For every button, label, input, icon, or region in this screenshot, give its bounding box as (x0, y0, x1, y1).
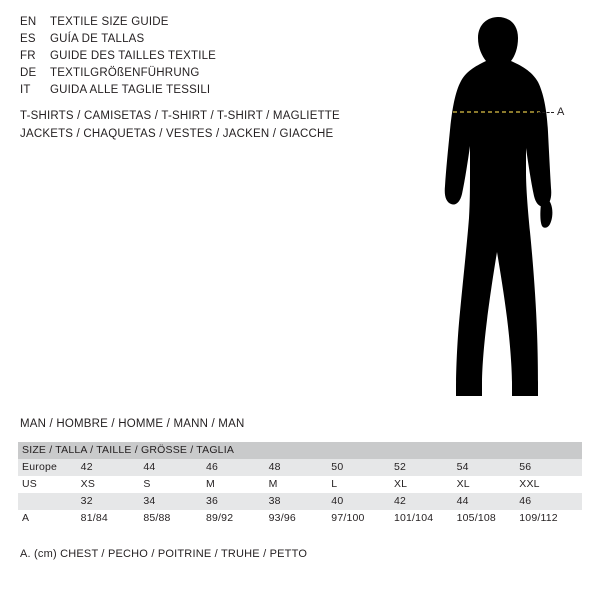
table-cell: 56 (519, 459, 582, 476)
language-code: IT (20, 84, 31, 96)
table-cell: 101/104 (394, 510, 457, 527)
language-list (20, 16, 380, 101)
language-title: TEXTILE SIZE GUIDE (50, 16, 169, 28)
language-row (20, 67, 380, 84)
table-cell: S (143, 476, 206, 493)
table-row (18, 510, 582, 527)
row-label: US (18, 476, 81, 493)
table-cell: 34 (143, 493, 206, 510)
table-cell: 85/88 (143, 510, 206, 527)
table-cell: 44 (457, 493, 520, 510)
table-cell: 48 (269, 459, 332, 476)
category-jackets: JACKETS / CHAQUETAS / VESTES / JACKEN / GIACCHE (20, 128, 334, 140)
measure-leader-line (538, 112, 554, 114)
table-cell: 32 (81, 493, 144, 510)
table-cell: 52 (394, 459, 457, 476)
size-table (18, 442, 582, 527)
table-cell: 81/84 (81, 510, 144, 527)
language-row (20, 84, 380, 101)
category-list (20, 110, 420, 146)
table-cell: 44 (143, 459, 206, 476)
table-cell: M (206, 476, 269, 493)
row-label (18, 493, 81, 510)
table-cell: 93/96 (269, 510, 332, 527)
table-cell: XL (394, 476, 457, 493)
table-row (18, 493, 582, 510)
table-row (18, 459, 582, 476)
table-cell: 46 (519, 493, 582, 510)
language-code: ES (20, 33, 36, 45)
language-title: GUIDE DES TAILLES TEXTILE (50, 50, 217, 62)
footnote: A. (cm) CHEST / PECHO / POITRINE / TRUHE / PETTO (20, 548, 308, 560)
table-cell: 42 (394, 493, 457, 510)
table-header-row (18, 442, 582, 459)
language-row (20, 33, 380, 50)
table-cell: 97/100 (331, 510, 394, 527)
language-title: TEXTILGRÖßENFÜHRUNG (50, 67, 200, 79)
language-code: FR (20, 50, 36, 62)
language-code: EN (20, 16, 37, 28)
table-cell: XL (457, 476, 520, 493)
row-label: A (18, 510, 81, 527)
table-cell: 40 (331, 493, 394, 510)
language-row (20, 50, 380, 67)
table-cell: 36 (206, 493, 269, 510)
table-cell: 109/112 (519, 510, 582, 527)
table-cell: L (331, 476, 394, 493)
table-cell: 89/92 (206, 510, 269, 527)
measure-label-a: A (557, 106, 565, 118)
language-row (20, 16, 380, 33)
table-cell: 105/108 (457, 510, 520, 527)
table-cell: XXL (519, 476, 582, 493)
male-silhouette-figure (400, 12, 600, 402)
silhouette-icon (400, 12, 600, 402)
table-cell: 54 (457, 459, 520, 476)
table-cell: 38 (269, 493, 332, 510)
table-cell: 42 (81, 459, 144, 476)
table-cell: M (269, 476, 332, 493)
table-header-label: SIZE / TALLA / TAILLE / GRÖSSE / TAGLIA (18, 442, 582, 459)
table-cell: 46 (206, 459, 269, 476)
language-title: GUÍA DE TALLAS (50, 33, 145, 45)
language-code: DE (20, 67, 37, 79)
table-row (18, 476, 582, 493)
category-tshirts: T-SHIRTS / CAMISETAS / T-SHIRT / T-SHIRT / MAGLIETTE (20, 110, 340, 122)
table-cell: XS (81, 476, 144, 493)
row-label: Europe (18, 459, 81, 476)
language-title: GUIDA ALLE TAGLIE TESSILI (50, 84, 211, 96)
table-cell: 50 (331, 459, 394, 476)
table-group-title: MAN / HOMBRE / HOMME / MANN / MAN (20, 418, 245, 430)
